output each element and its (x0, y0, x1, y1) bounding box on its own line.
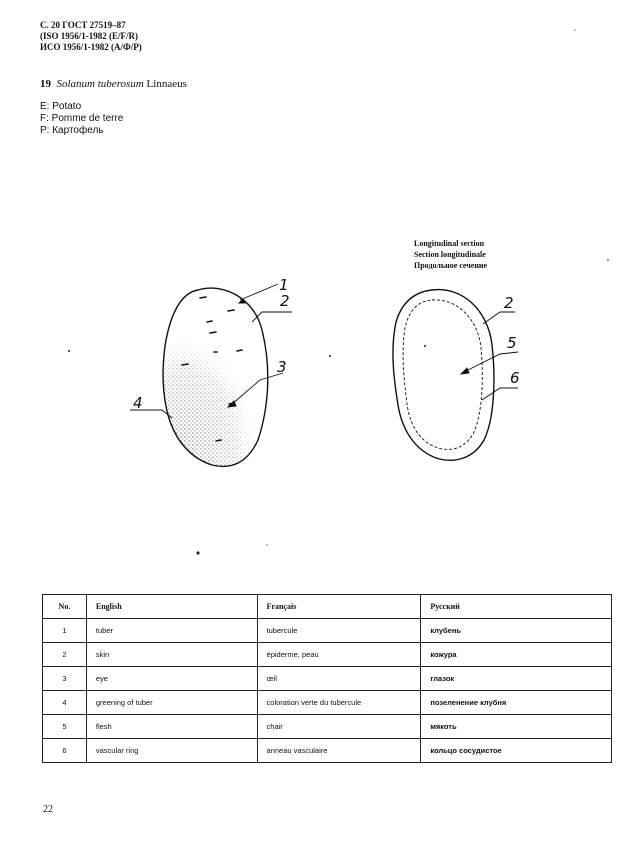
cell-russian: кожура (421, 643, 612, 667)
cell-french: anneau vasculaire (257, 739, 421, 763)
cell-no: 6 (43, 739, 87, 763)
cell-english: vascular ring (86, 739, 257, 763)
callout-4: 4 (133, 394, 143, 412)
cell-russian: мякоть (421, 715, 612, 739)
header-no: No. (43, 595, 87, 619)
table-row (43, 739, 612, 763)
header-line-3: ИСО 1956/1-1982 (А/Ф/Р) (40, 42, 142, 52)
table-row (43, 643, 612, 667)
cell-russian: кольцо сосудистое (421, 739, 612, 763)
entry-number: 19 (40, 78, 51, 90)
author-name: Linnaeus (146, 78, 187, 90)
cell-french: œil (257, 667, 421, 691)
header-russian: Русский (421, 595, 612, 619)
cell-no: 5 (43, 715, 87, 739)
cell-french: tubercule (257, 619, 421, 643)
page-number: 22 (43, 804, 53, 815)
cell-french: épiderme, peau (257, 643, 421, 667)
header-english: English (86, 595, 257, 619)
table-row (43, 619, 612, 643)
cell-english: skin (86, 643, 257, 667)
header-french: Français (257, 595, 421, 619)
header-line-1: С. 20 ГОСТ 27519–87 (40, 20, 126, 30)
cell-french: coloration verte du tubercule (257, 691, 421, 715)
callout-2-left: 2 (280, 292, 290, 310)
table-row (43, 715, 612, 739)
scan-specks (68, 29, 609, 554)
cell-english: greening of tuber (86, 691, 257, 715)
table-row (43, 667, 612, 691)
cell-english: eye (86, 667, 257, 691)
callout-1: 1 (279, 276, 289, 294)
cell-russian: клубень (421, 619, 612, 643)
cell-no: 2 (43, 643, 87, 667)
cell-english: tuber (86, 619, 257, 643)
callout-2-right: 2 (504, 294, 514, 312)
cell-russian: глазок (421, 667, 612, 691)
latin-name: Solanum tuberosum (56, 78, 144, 90)
section-outline (393, 290, 494, 461)
cell-english: flesh (86, 715, 257, 739)
section-caption-en: Longitudinal section (414, 239, 485, 248)
cell-french: chair (257, 715, 421, 739)
cell-no: 4 (43, 691, 87, 715)
header-line-2: (ISO 1956/1-1982 (E/F/R) (40, 31, 138, 41)
section-caption-ru: Продольное сечение (414, 261, 488, 270)
terms-table (42, 594, 612, 763)
callout-6: 6 (510, 369, 520, 387)
name-english: E: Potato (40, 101, 82, 112)
section-tuber (393, 290, 520, 461)
name-russian: P: Картофель (40, 125, 104, 136)
name-french: F: Pomme de terre (40, 113, 124, 124)
callout-5: 5 (507, 334, 517, 352)
cell-no: 1 (43, 619, 87, 643)
whole-tuber (130, 276, 292, 480)
table-row (43, 691, 612, 715)
section-caption-fr: Section longitudinale (414, 250, 486, 259)
callout-3: 3 (277, 358, 287, 376)
vascular-ring (403, 300, 482, 450)
cell-no: 3 (43, 667, 87, 691)
cell-russian: позеленение клубня (421, 691, 612, 715)
table-header-row (43, 595, 612, 619)
